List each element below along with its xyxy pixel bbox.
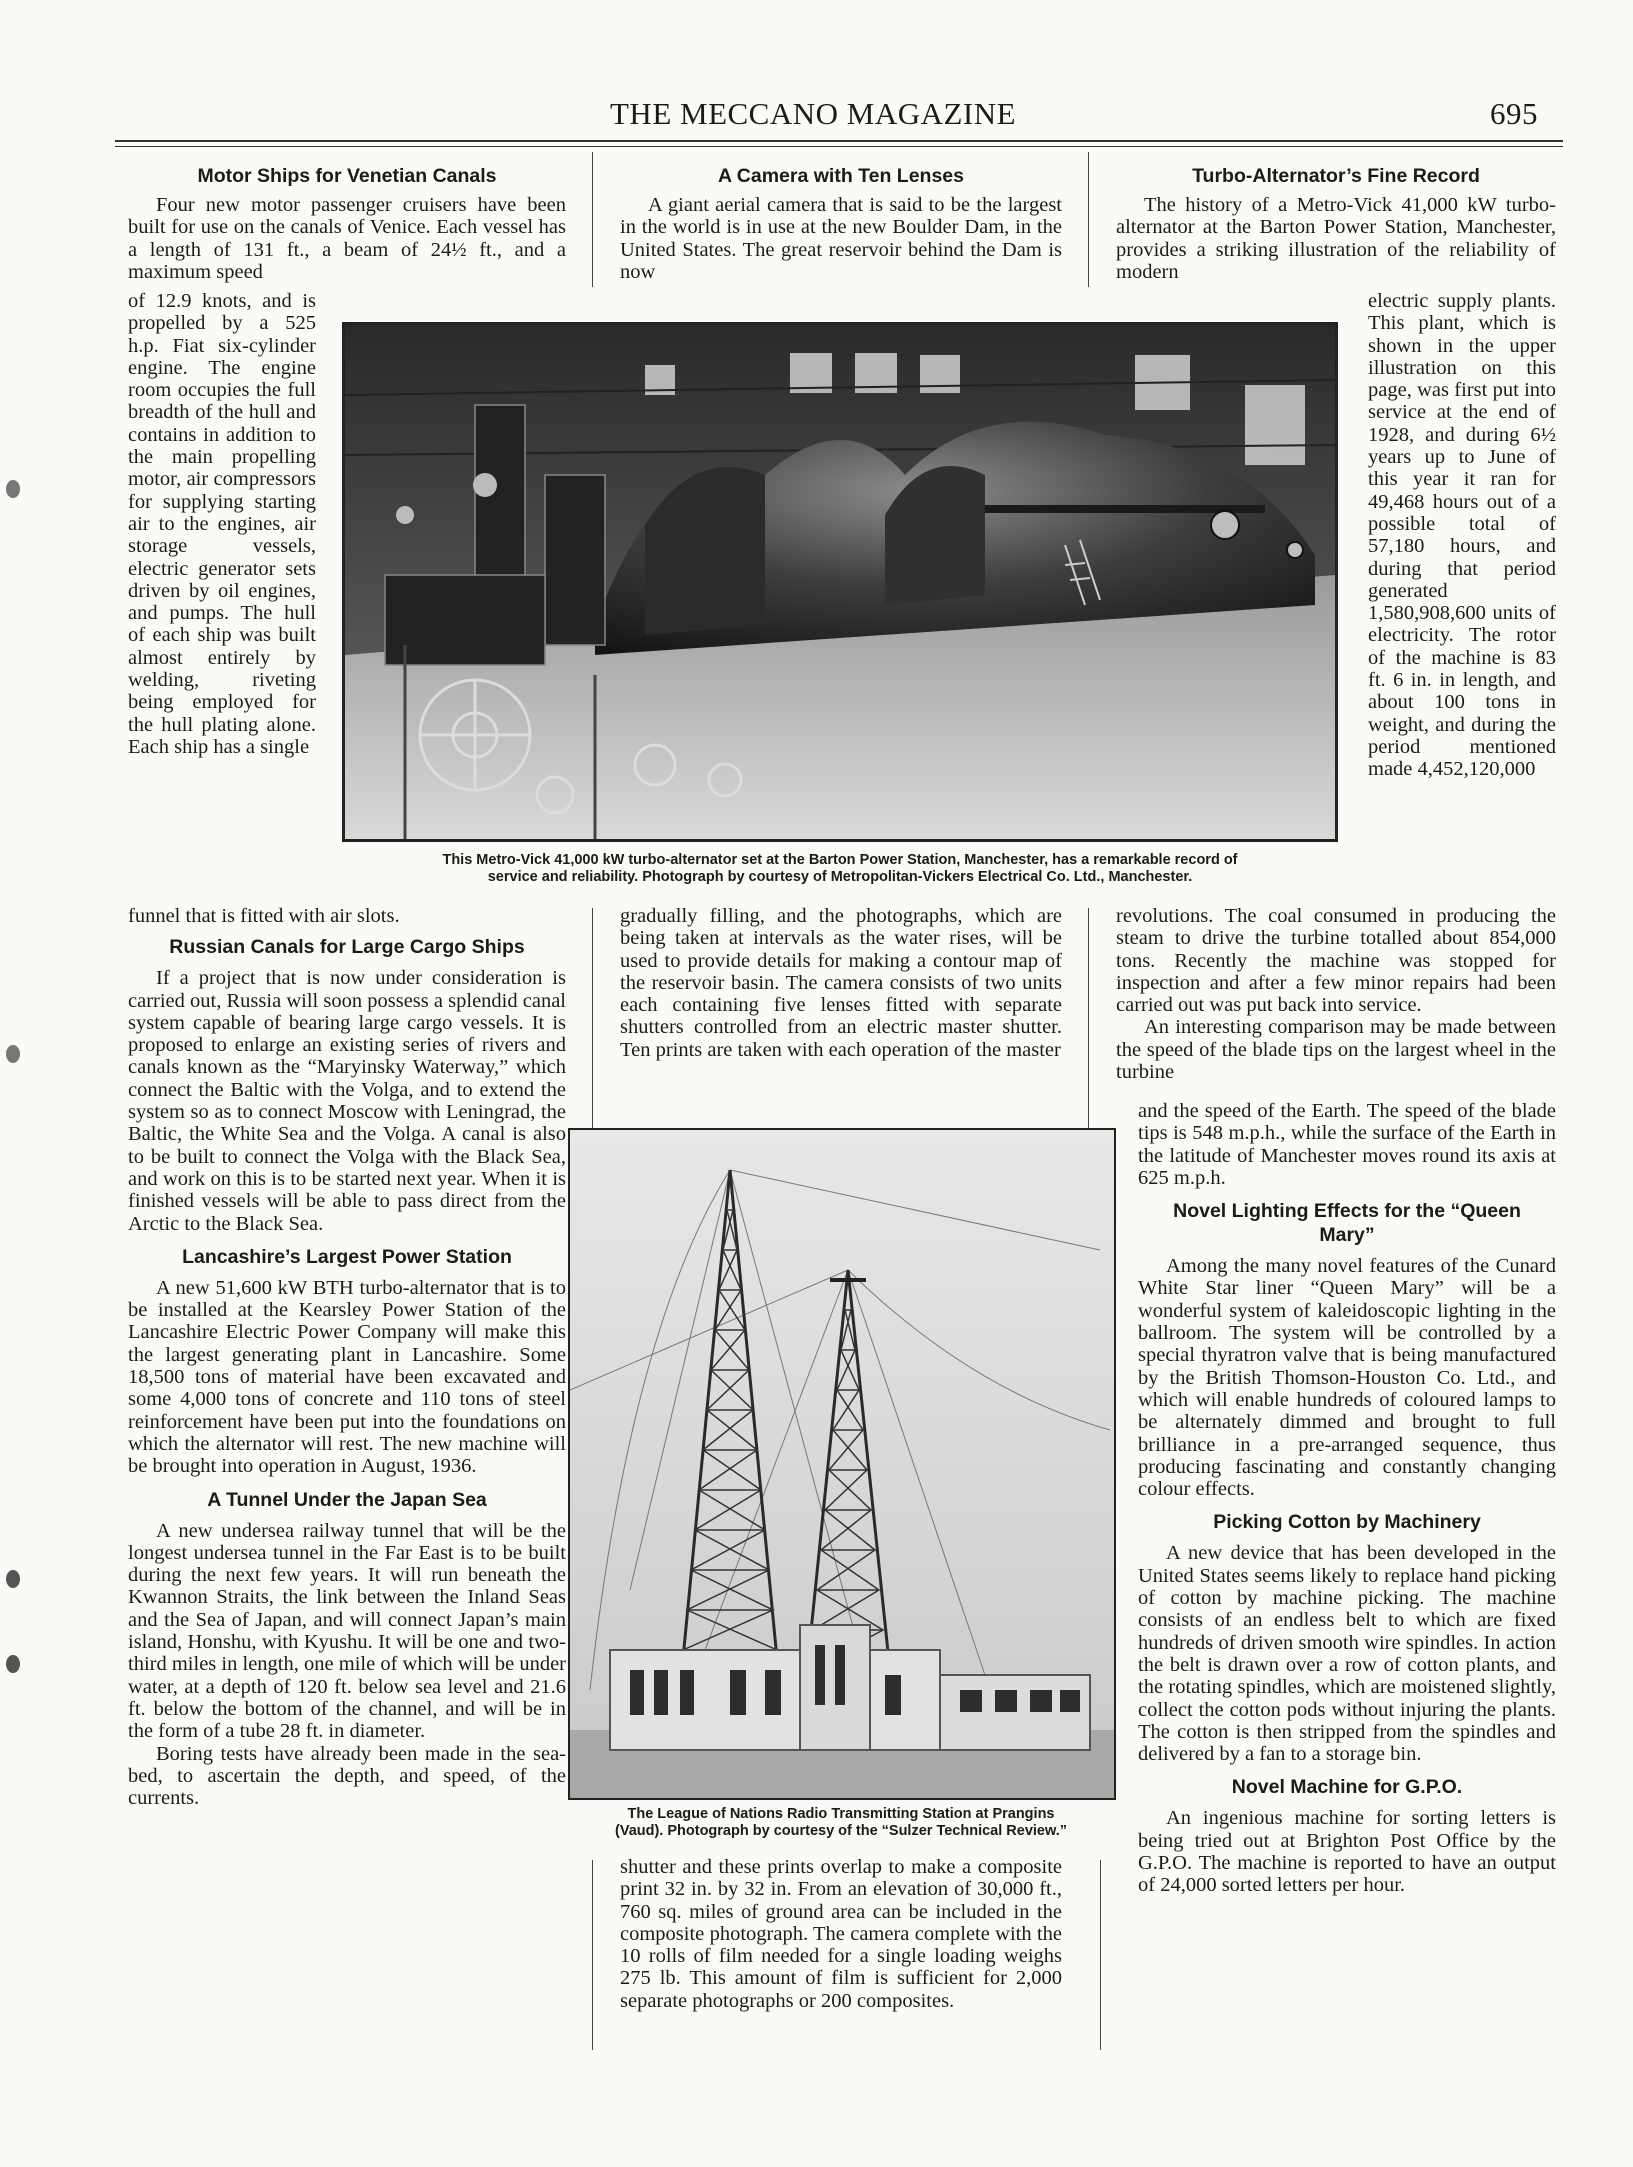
article-text-japan-tunnel-2: Boring tests have already been made in the sea-bed, to ascertain the depth, and speed, of the currents.: [128, 1742, 566, 1810]
column-separator-1: [592, 152, 593, 287]
column-1-top: [128, 164, 566, 283]
binding-hole-3: [6, 1570, 20, 1588]
article-title-turbo-alternator: Turbo-Alternator’s Fine Record: [1192, 165, 1480, 187]
article-text-turbo-alternator-2-cont: and the speed of the Earth. The speed of the blade tips is 548 m.p.h., while the surface of the Earth in the latitude of Manchester moves round its axis at 625 m.p.h.: [1138, 1100, 1556, 1189]
column-3-beside-photo: [1368, 290, 1556, 781]
article-text-camera: A giant aerial camera that is said to be the largest in the world is in use at the new Boulder Dam, in the United States. The great reservoir behind the Dam is now: [620, 194, 1062, 283]
turbine-caption-line-2: service and reliability. Photograph by courtesy of Metropolitan-Vickers Electrical Co. Ltd., Manchester.: [487, 869, 1193, 885]
article-title-queen-mary-line-1: Novel Lighting Effects for the “Queen: [1173, 1200, 1521, 1223]
radio-station-illustration: [570, 1130, 1114, 1798]
column-3-mid: [1116, 905, 1556, 1083]
article-title-japan-tunnel: A Tunnel Under the Japan Sea: [207, 1488, 487, 1511]
turbine-caption: [330, 852, 1350, 886]
column-2-bottom: [620, 1856, 1062, 2012]
column-2-top: [620, 164, 1062, 283]
article-title-queen-mary-line-2: Mary”: [1319, 1224, 1375, 1247]
radio-station-caption-line-2: (Vaud). Photograph by courtesy of the “Sulzer Technical Review.”: [615, 1823, 1067, 1839]
binding-hole-1: [6, 480, 20, 498]
article-text-lancashire: A new 51,600 kW BTH turbo-alternator that is to be installed at the Kearsley Power Station of the Lancashire Electric Power Company will make this the largest generating plant in Lancashire. Some 18,500 tons of material have been excavated and some 4,000 tons of concrete and 110 tons of steel reinforcement have been put into the foundations on which the alternator will rest. The new machine will be brought into operation in August, 1936.: [128, 1276, 566, 1478]
radio-station-caption-line-1: The League of Nations Radio Transmitting Station at Prangins: [627, 1806, 1055, 1822]
article-text-turbo-alternator-end: revolutions. The coal consumed in producing the steam to drive the turbine totalled about 854,000 tons. Recently the machine was stopped for inspection and after a few minor repairs had been carried out was put back into service.: [1116, 905, 1556, 1017]
column-2-mid: [620, 905, 1062, 1061]
binding-hole-2: [6, 1045, 20, 1063]
article-text-turbo-alternator-2: An interesting comparison may be made between the speed of the blade tips on the largest wheel in the turbine: [1116, 1016, 1556, 1084]
article-text-camera-cont: gradually filling, and the photographs, which are being taken at intervals as the water rises, will be used to provide details for making a contour map of the reservoir basin. The camera consists of two units each containing five lenses fitted with separate shutters controlled from an electric master shutter. Ten prints are taken with each operation of the master: [620, 905, 1062, 1061]
article-text-cotton: A new device that has been developed in the United States seems likely to replace hand picking of cotton by machine picking. The machine consists of an endless belt to which are fixed hundreds of driven smooth wire spindles. In action the belt is drawn over a row of cotton plants, and the rotating spindles, which are moistened slightly, collect the cotton pods without injuring the plants. The cotton is then stripped from the spindles and delivered by a fan to a storage bin.: [1138, 1542, 1556, 1766]
article-title-queen-mary: [1138, 1199, 1556, 1247]
article-text-motor-ships-cont: of 12.9 knots, and is propelled by a 525 h.p. Fiat six-cylinder engine. The engine room occupies the full breadth of the hull and contains in addition to the main propelling motor, air compressors for supplying starting air to the engines, air storage vessels, electric generator sets driven by oil engines, and pumps. The hull of each ship was built almost entirely by welding, riveting being employed for the hull plating alone. Each ship has a single: [128, 290, 316, 758]
column-3-main: [1138, 1100, 1556, 1897]
column-separator-5: [592, 1860, 593, 2050]
turbine-caption-line-1: This Metro-Vick 41,000 kW turbo-alternator set at the Barton Power Station, Manchester, has a remarkable record of: [442, 852, 1238, 868]
turbine-illustration: [345, 325, 1335, 839]
article-title-lancashire: Lancashire’s Largest Power Station: [182, 1245, 512, 1268]
header-rule-top: [115, 140, 1563, 142]
article-text-queen-mary: Among the many novel features of the Cunard White Star liner “Queen Mary” will be a wonderful system of kaleidoscopic lighting in the ballroom. The system will be controlled by a special thyratron valve that is being manufactured by the British Thomson-Houston Co. Ltd., and which will enable hundreds of coloured lamps to be alternately dimmed and brought to full brilliance in a pre-arranged sequence, thus producing fascinating and constantly changing colour effects.: [1138, 1255, 1556, 1501]
article-text-turbo-alternator: The history of a Metro-Vick 41,000 kW turbo-alternator at the Barton Power Station, Manchester, provides a striking illustration of the reliability of modern: [1116, 194, 1556, 283]
article-text-turbo-alternator-cont: electric supply plants. This plant, which is shown in the upper illustration on this page, was first put into service at the end of 1928, and during 6½ years up to June of this year it ran for 49,468 hours out of a possible total of 57,180 hours, and during that period generated 1,580,908,600 units of electricity. The rotor of the machine is 83 ft. 6 in. in length, and about 100 tons in weight, and during the period mentioned made 4,452,120,000: [1368, 290, 1556, 781]
article-text-russian-canals: If a project that is now under consideration is carried out, Russia will soon possess a splendid canal system capable of bearing large cargo vessels. It is proposed to enlarge an existing series of rivers and canals known as the “Maryinsky Waterway,” which connect the Baltic with the Volga, and to extend the system so as to connect Moscow with Leningrad, the Baltic, the White Sea and the Volga. A canal is also to be built to connect the Volga with the Black Sea, and work on this is to be started next year. When it is finished vessels will be able to pass direct from the Arctic to the Black Sea.: [128, 967, 566, 1235]
radio-station-photo: [568, 1128, 1116, 1800]
article-title-camera: A Camera with Ten Lenses: [718, 165, 964, 187]
page-number: 695: [1490, 96, 1538, 131]
radio-station-caption: [566, 1806, 1116, 1840]
column-separator-2: [1088, 152, 1089, 287]
article-title-motor-ships: Motor Ships for Venetian Canals: [197, 165, 497, 187]
column-1-main: [128, 905, 566, 1809]
article-title-russian-canals: Russian Canals for Large Cargo Ships: [169, 936, 525, 959]
article-title-gpo: Novel Machine for G.P.O.: [1231, 1776, 1463, 1799]
column-3-top: [1116, 164, 1556, 283]
article-title-cotton: Picking Cotton by Machinery: [1213, 1511, 1481, 1534]
article-text-motor-ships: Four new motor passenger cruisers have been built for use on the canals of Venice. Each vessel has a length of 131 ft., a beam of 24½ ft., and a maximum speed: [128, 194, 566, 283]
column-1-beside-photo: [128, 290, 316, 758]
turbine-photo: [342, 322, 1338, 842]
article-text-camera-end: shutter and these prints overlap to make a composite print 32 in. by 32 in. From an elevation of 30,000 ft., 760 sq. miles of ground area can be included in the composite photograph. The camera complete with the 10 rolls of film needed for a single loading weighs 275 lb. This amount of film is sufficient for 2,000 separate photographs or 200 composites.: [620, 1856, 1062, 2012]
column-separator-3: [592, 908, 593, 1128]
article-text-gpo: An ingenious machine for sorting letters is being tried out at Brighton Post Office by the G.P.O. The machine is reported to have an output of 24,000 sorted letters per hour.: [1138, 1807, 1556, 1897]
header-rule-bottom: [115, 146, 1563, 147]
binding-hole-4: [6, 1655, 20, 1673]
magazine-title: THE MECCANO MAGAZINE: [610, 96, 1017, 131]
article-text-japan-tunnel: A new undersea railway tunnel that will be the longest undersea tunnel in the Far East is to be built during the next few years. It will run beneath the Kwannon Straits, the link between the Inland Seas and the Sea of Japan, and will connect Japan’s main island, Honshu, with Kyushu. It will be one and two-third miles in length, one mile of which will be under water, at a depth of 120 ft. below sea level and 21.6 ft. below the bottom of the channel, and will be in the form of a tube 28 ft. in diameter.: [128, 1519, 566, 1743]
article-text-motor-ships-end: funnel that is fitted with air slots.: [128, 905, 400, 927]
column-separator-6: [1100, 1860, 1101, 2050]
column-separator-4: [1088, 908, 1089, 1128]
